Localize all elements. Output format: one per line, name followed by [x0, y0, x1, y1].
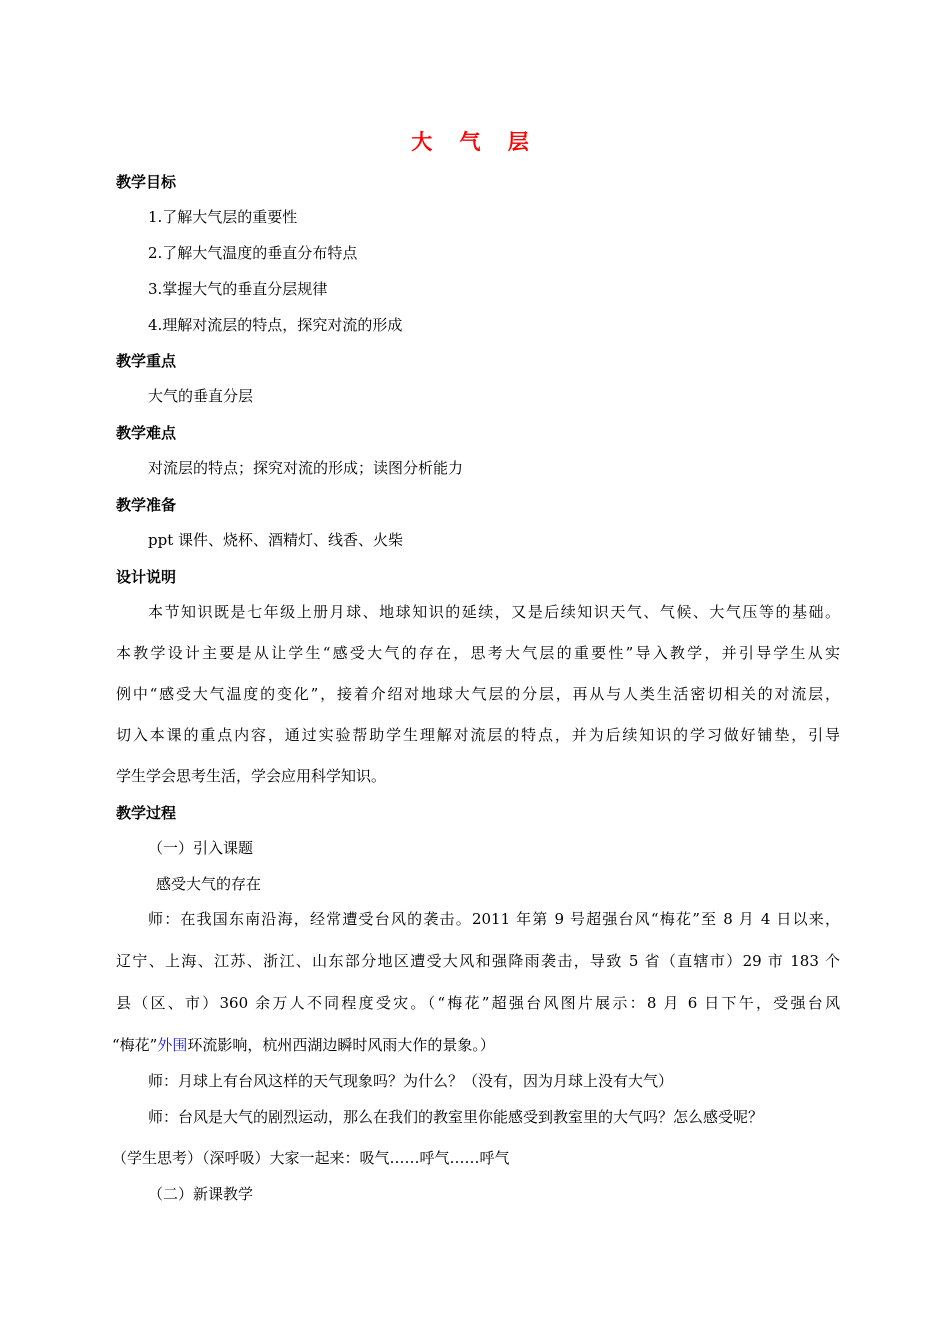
objective-item: 1.了解大气层的重要性 — [148, 208, 298, 226]
question-line: （学生思考）（深呼吸）大家一起来：吸气……呼气……呼气 — [112, 1149, 510, 1167]
design-line: 本教学设计主要是从让学生“感受大气的存在，思考大气层的重要性”导入教学，并引导学生从实 — [116, 644, 840, 662]
hyperlink-text[interactable]: 外围 — [157, 1036, 188, 1054]
preparation-heading: 教学准备 — [116, 496, 177, 514]
design-line: 例中“感受大气温度的变化”，接着介绍对地球大气层的分层，再从与人类生活密切相关的对流层， — [116, 685, 840, 703]
paragraph-line: “梅花”外围环流影响，杭州西湖边瞬时风雨大作的景象。） — [112, 1036, 495, 1054]
subtitle: 感受大气的存在 — [156, 875, 262, 893]
process-heading: 教学过程 — [116, 804, 177, 822]
objective-item: 4.理解对流层的特点，探究对流的形成 — [148, 316, 403, 334]
objectives-heading: 教学目标 — [116, 173, 177, 191]
key-point-text: 大气的垂直分层 — [148, 387, 254, 405]
difficulty-heading: 教学难点 — [116, 424, 177, 442]
difficulty-text: 对流层的特点；探究对流的形成；读图分析能力 — [148, 459, 464, 477]
design-line: 切入本课的重点内容，通过实验帮助学生理解对流层的特点，并为后续知识的学习做好铺垫，引导 — [116, 726, 840, 744]
paragraph-line: 县（区、市）360 余万人不同程度受灾。（“梅花”超强台风图片展示：8 月 6 日下午，受强台风 — [116, 994, 840, 1012]
section-heading: （二）新课教学 — [148, 1185, 254, 1203]
page-title: 大 气 层 — [411, 130, 539, 154]
paragraph-line: 辽宁、上海、江苏、浙江、山东部分地区遭受大风和强降雨袭击，导致 5 省（直辖市）29 市 183 个 — [116, 952, 840, 970]
objective-item: 3.掌握大气的垂直分层规律 — [148, 280, 328, 298]
preparation-text: ppt 课件、烧杯、酒精灯、线香、火柴 — [148, 531, 404, 549]
section-heading: （一）引入课题 — [148, 839, 254, 857]
design-line: 本节知识既是七年级上册月球、地球知识的延续，又是后续知识天气、气候、大气压等的基础。 — [148, 603, 840, 621]
objective-item: 2.了解大气温度的垂直分布特点 — [148, 244, 358, 262]
paragraph-line: 师：在我国东南沿海，经常遭受台风的袭击。2011 年第 9 号超强台风“梅花”至 8 月 4 日以来， — [148, 910, 840, 928]
design-line: 学生学会思考生活，学会应用科学知识。 — [116, 767, 387, 785]
question-line: 师：月球上有台风这样的天气现象吗？为什么？（没有，因为月球上没有大气） — [148, 1072, 674, 1090]
key-point-heading: 教学重点 — [116, 352, 177, 370]
design-heading: 设计说明 — [116, 568, 177, 586]
question-line: 师：台风是大气的剧烈运动，那么在我们的教室里你能感受到教室里的大气吗？怎么感受呢？ — [148, 1108, 764, 1126]
